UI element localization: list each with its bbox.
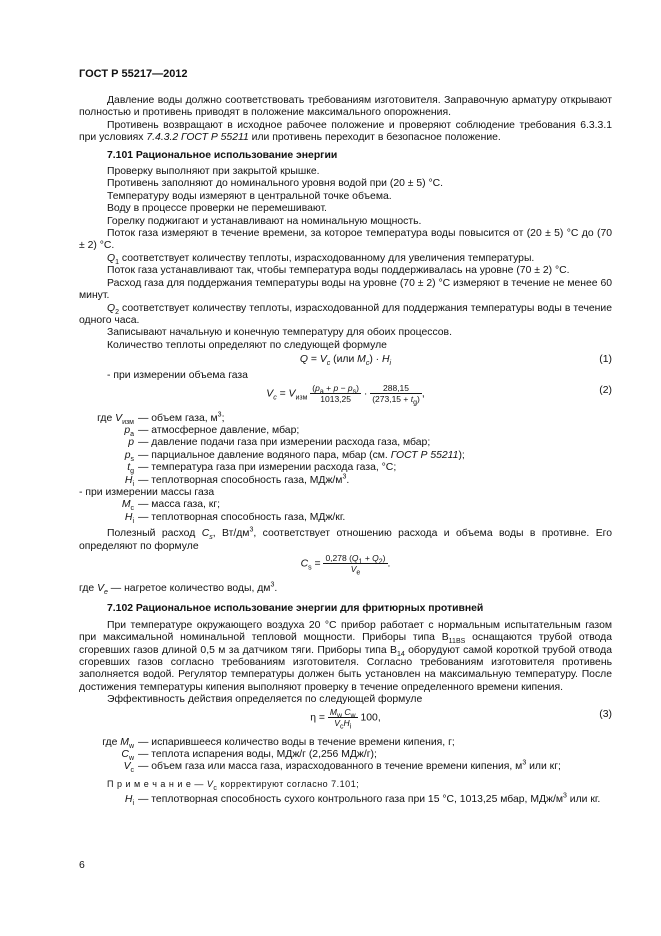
definition-symbol: $C_w$: [121, 749, 134, 763]
paragraph: При температуре окружающего воздуха 20 °С прибор работает с нормальным испытательным газом при максимальной номинальной тепловой мощности. Приборы типа $B_{11BS}$ оснащаются трубой отвода сгоревших газов длиной 0,5 м за датчиком тяги. Приборы типа $B_{14}$ оборудуют самой короткой трубой отвода сгоревших газов согласно требованиям изготовителя. Согласно требованиям изготовителя противень заполняется водой. Регулятор температуры должен быть установлен на максимальную температуру. После достижения температуры кипения выполняют проверку в течение определенного времени кипения.: [79, 619, 612, 693]
text-line: $Q_2$ соответствует количеству теплоты, израсходованной для поддержания температуры воды в течение одного часа.: [79, 302, 612, 326]
formula-1-expression: $Q = V_c$ (или $M_c) \cdot H_i$: [299, 354, 392, 368]
definition-row: [79, 749, 612, 761]
definition-symbol: $M_c$: [121, 499, 134, 513]
definition-symbol: $H_i$: [124, 511, 134, 525]
text-line: Расход газа для поддержания температуры воды на уровне (70 ± 2) °С измеряют в течение не менее 60 минут.: [79, 277, 612, 302]
page-number: 6: [79, 860, 85, 871]
text-line: Температуру воды измеряют в центральной точке объема.: [107, 190, 392, 202]
paragraph: Противень возвращают в исходное рабочее положение и проверяют соблюдение требования 6.3.3.1 при условиях 7.4.3.2 ГОСТ Р 55211 или противень переходит в безопасное положение.: [79, 119, 612, 144]
formula-cs-expression: $C_s$ = $\frac{0,278 (Q_1 + Q_2)}{V_e}$ .: [300, 553, 391, 577]
formula-2-expression: $V_c = V_{изм}$ $\frac{(p_a + p - p_s)}{1013,25}$ · $\frac{288,15}{(273,15 + t_g)}$ ,: [266, 382, 425, 407]
text-line: Количество теплоты определяют по следующей формуле: [107, 339, 387, 351]
note: П р и м е ч а н и е — $V_c$ корректируют согласно 7.101;: [107, 778, 360, 792]
mass-definitions: [79, 499, 612, 524]
formula-1-number: (1): [599, 354, 612, 366]
text-line: Эффективность действия определяется по следующей формуле: [107, 694, 423, 706]
formula-2-number: (2): [599, 384, 612, 396]
definition-row: [79, 761, 612, 773]
formula-3-expression: η = $\frac{M_w C_w}{V_cH_i}$ 100,: [310, 706, 381, 731]
text-line: Противень заполняют до номинального уровня водой при (20 ± 5) °С.: [107, 178, 444, 190]
volume-label: - при измерении объема газа: [107, 370, 248, 382]
definition-symbol: где $M_w$: [102, 736, 134, 750]
formula-2: [79, 383, 612, 413]
definition-text: — испарившееся количество воды в течение времени кипения, г;: [138, 736, 455, 748]
definition-row: [79, 437, 612, 449]
definition-symbol: $p_s$: [124, 449, 134, 463]
formula-3-number: (3): [599, 708, 612, 720]
text-line: Записывают начальную и конечную температуру для обоих процессов.: [107, 327, 452, 339]
definition-text: — объем газа, $м^3$;: [138, 411, 225, 424]
paragraph: Полезный расход $C_s$, $Вт/дм^3$, соответствует отношению расхода и объема воды в противне. Его определяют по формуле: [79, 526, 612, 552]
definition-row: [79, 425, 612, 437]
formula-1: [79, 352, 612, 370]
document-header: ГОСТ Р 55217—2012: [79, 68, 188, 80]
definition-text: — атмосферное давление, мбар;: [138, 424, 300, 436]
definition-symbol: $p_a$: [124, 424, 134, 439]
definition-text: — теплотворная способность газа, МДж/$м^3$.: [138, 473, 350, 486]
definition-symbol: $H_i$: [124, 474, 134, 488]
section-heading-7101: 7.101 Рациональное использование энергии: [107, 149, 338, 161]
paragraph: Давление воды должно соответствовать требованиям изготовителя. Заправочную арматуру открывают полностью и противень приводят в положение максимального опорожнения.: [79, 95, 612, 119]
definition-symbol: $t_g$: [127, 462, 134, 476]
definition-row: [79, 413, 612, 425]
text-line: Поток газа устанавливают так, чтобы температура воды поддерживалась на уровне (70 ± 2) °С.: [107, 265, 570, 277]
definition-symbol: $V_c$: [123, 761, 134, 775]
definition-text: — масса газа, кг;: [138, 499, 221, 511]
mass-label: - при измерении массы газа: [79, 486, 215, 498]
definition-row: [79, 794, 612, 806]
formula-3: [79, 707, 612, 737]
definition-text: — теплотворная способность сухого контрольного газа при 15 °С, 1013,25 мбар, МДж/$м^3$ или кг.: [138, 792, 601, 806]
definition-text: — парциальное давление водяного пара, мбар (см. ГОСТ Р 55211);: [138, 449, 465, 461]
document-body: [79, 95, 612, 807]
text-line: Проверку выполняют при закрытой крышке.: [107, 166, 320, 178]
definition-row: [79, 737, 612, 749]
definition-row: [79, 499, 612, 511]
definition-row: [79, 450, 612, 462]
efficiency-definitions: [79, 737, 612, 774]
definition-symbol: $H_i$: [124, 794, 134, 808]
text-line: $Q_1$ соответствует количеству теплоты, израсходованному для увеличения температуры.: [107, 252, 535, 266]
definitions-list: [79, 413, 612, 487]
definition-symbol: p: [128, 437, 134, 449]
definition-text: — температура газа при измерении расхода газа, °С;: [138, 462, 397, 474]
definition-row: [79, 475, 612, 487]
text-line: Поток газа измеряют в течение времени, за которое температура воды повысится от (20 ± 5) °С до (70 ± 2) °С.: [79, 228, 612, 252]
text-line: Горелку поджигают и устанавливают на номинальную мощность.: [107, 215, 422, 227]
section-heading-7102: 7.102 Рациональное использование энергии для фритюрных противней: [107, 603, 484, 615]
definition-symbol: где $V_{изм}$: [97, 412, 134, 426]
definition-row: [79, 512, 612, 524]
formula-cs: [79, 553, 612, 583]
definition-text: — теплота испарения воды, МДж/г (2,256 МДж/г);: [138, 749, 377, 761]
ve-definition: где $V_e$ — нагретое количество воды, $дм^3$.: [79, 581, 278, 597]
definition-text: — давление подачи газа при измерении расхода газа, мбар;: [138, 437, 431, 449]
text-line: Воду в процессе проверки не перемешивают.: [107, 203, 327, 215]
definition-text: — теплотворная способность газа, МДж/кг.: [138, 511, 346, 523]
definition-text: — объем газа или масса газа, израсходованного в течение времени кипения, $м^3$ или кг;: [138, 760, 561, 773]
